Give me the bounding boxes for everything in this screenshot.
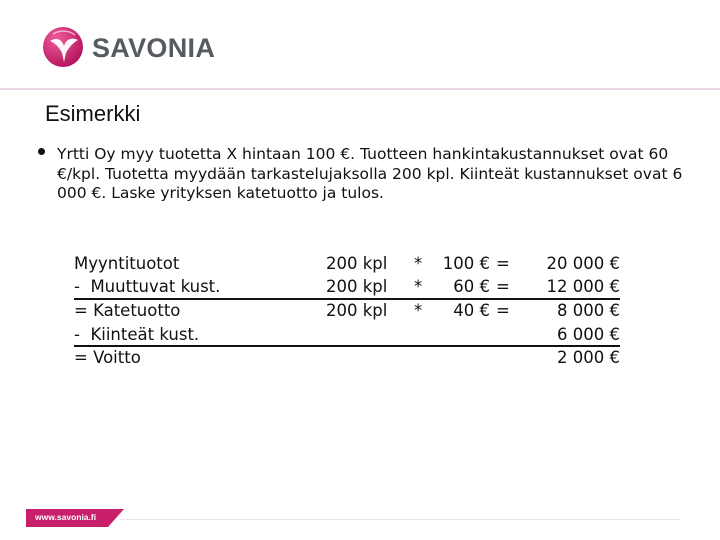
row-equals: = (496, 301, 510, 320)
row-label: = Katetuotto (74, 301, 181, 320)
row-unit-price: 40 € (453, 301, 490, 320)
row-label: Myyntituotot (74, 254, 180, 273)
calc-row (0, 323, 720, 347)
row-total: 20 000 € (546, 254, 620, 273)
calc-row (0, 299, 720, 323)
row-unit-price: 100 € (442, 254, 490, 273)
row-label: - Kiinteät kust. (74, 325, 200, 344)
brand-name: SAVONIA (92, 33, 216, 63)
calc-row (0, 275, 720, 299)
row-quantity: 200 kpl (326, 254, 388, 273)
website-url[interactable]: www.savonia.fi (35, 512, 97, 522)
calc-row (0, 346, 720, 370)
calc-row (0, 252, 720, 276)
row-unit-price: 60 € (453, 277, 490, 296)
problem-statement: Yrtti Oy myy tuotetta X hintaan 100 €. Tuotteen hankintakustannukset ovat 60 €/kpl. Tuotetta myydään tarkastelujaksolla 200 kpl. Kiinteät kustannukset ovat 6 000 €. Laske yrityksen katetuotto ja tulos. (57, 145, 683, 202)
row-total: 12 000 € (546, 277, 620, 296)
bullet-icon (38, 148, 45, 155)
row-label: - Muuttuvat kust. (74, 277, 221, 296)
header-divider (0, 88, 720, 90)
row-quantity: 200 kpl (326, 301, 388, 320)
row-operator: * (414, 254, 423, 273)
savonia-logo-icon (42, 26, 84, 68)
row-label: = Voitto (74, 348, 141, 367)
row-operator: * (414, 301, 423, 320)
row-equals: = (496, 277, 510, 296)
row-total: 8 000 € (557, 301, 620, 320)
slide-title: Esimerkki (45, 101, 141, 126)
row-equals: = (496, 254, 510, 273)
row-operator: * (414, 277, 423, 296)
row-total: 2 000 € (557, 348, 620, 367)
calculation-table (0, 252, 720, 372)
row-total: 6 000 € (557, 325, 620, 344)
footer-divider (120, 519, 680, 520)
row-quantity: 200 kpl (326, 277, 388, 296)
savonia-logo (42, 26, 232, 72)
